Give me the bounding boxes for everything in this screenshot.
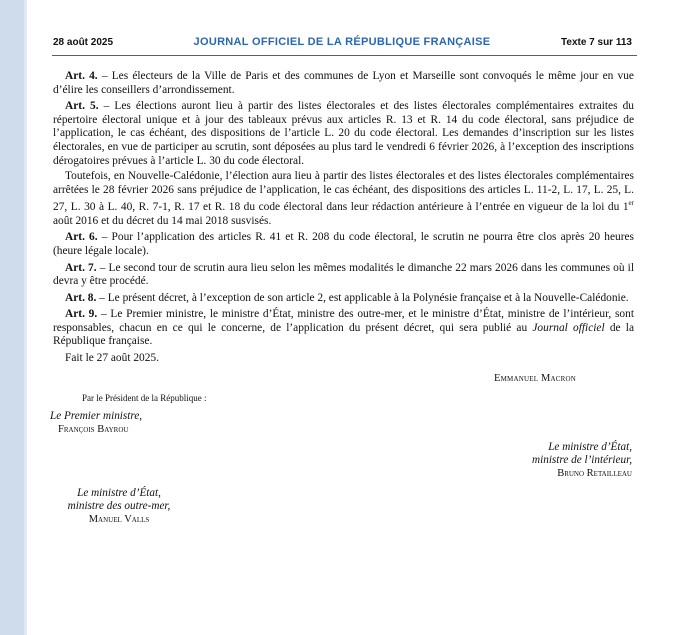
article-text: – Le Premier ministre, le ministre d’État, ministre des outre-mer, et le ministre d’État, ministre de l’intérieur, sont responsables, chacun en ce qui le concerne, de l’application du présent décret, qui sera publié au — [53, 308, 634, 334]
signature-role: Le Premier ministre, — [50, 410, 143, 422]
article-4 — [53, 70, 634, 97]
article-5 — [53, 100, 634, 168]
signature-role: Le ministre d’État, — [548, 441, 632, 453]
article-8 — [53, 292, 634, 306]
article-7 — [53, 262, 634, 289]
signature-interieur — [532, 441, 632, 480]
article-label: Art. 5. — [65, 100, 99, 113]
signature-role: ministre de l’intérieur, — [532, 454, 632, 466]
article-5-paragraph-2 — [53, 170, 634, 228]
signature-name: François Bayrou — [58, 424, 129, 435]
signature-name: Bruno Retailleau — [557, 468, 632, 479]
article-label: Art. 9. — [65, 308, 98, 321]
par-le-president: Par le Président de la République : — [82, 393, 207, 403]
document-page — [44, 27, 644, 635]
president-signature: Emmanuel Macron — [494, 373, 577, 384]
journal-title: JOURNAL OFFICIEL DE LA RÉPUBLIQUE FRANÇAISE — [193, 36, 491, 48]
article-label: Art. 4. — [65, 70, 98, 82]
article-text: août 2016 et du décret du 14 mai 2018 susvisés. — [53, 214, 272, 227]
viewer-top-margin — [27, 0, 685, 27]
article-6 — [53, 231, 634, 258]
article-text: Toutefois, en Nouvelle-Calédonie, l’élection aura lieu à partir des listes électorales et des listes électorales complémentaires arrêtées le 28 février 2026 sans préjudice de l’application, le cas échéant, des dispositions des articles L. 11-2, L. 17, L. 25, L. 27, L. 30 à L. 40, R. 7-1, R. 17 et R. 18 du code électoral dans leur rédaction antérieure à l’entrée en vigueur de la loi du 1 — [53, 170, 634, 214]
header-rule — [52, 55, 637, 56]
signature-premier-ministre — [50, 410, 142, 436]
done-at: Fait le 27 août 2025. — [65, 352, 159, 365]
superscript: er — [628, 199, 634, 208]
article-text: – Les élections auront lieu à partir des listes électorales et des listes électorales complémentaires extraites du répertoire électoral unique et à jour des tableaux prévus aux articles R. 13 et R. 14 du code électoral, sans préjudice de l’application, le cas échéant, des dispositions de l’article L. 20 du code électoral. Les demandes d’inscription sur les listes électorales, en vue de participer au scrutin, sont déposées au plus tard le vendredi 6 février 2026, à l’exception des inscriptions dérogatoires prévues à l’article L. 30 du code électoral. — [53, 100, 634, 167]
article-label: Art. 6. — [65, 231, 98, 244]
signature-role: Le ministre d’État, — [77, 487, 161, 499]
article-text: – Le second tour de scrutin aura lieu selon les mêmes modalités le dimanche 22 mars 2026 dans les communes où il devra y être procédé. — [53, 261, 634, 288]
article-label: Art. 8. — [65, 291, 97, 304]
article-text: – Le présent décret, à l’exception de son article 2, est applicable à la Polynésie française et à la Nouvelle-Calédonie. — [96, 291, 629, 304]
article-label: Art. 7. — [65, 261, 97, 274]
article-9 — [53, 308, 634, 349]
text-reference: Texte 7 sur 113 — [561, 37, 632, 48]
journal-officiel-italic: Journal officiel — [532, 321, 605, 334]
article-text: – Pour l’application des articles R. 41 et R. 208 du code électoral, le scrutin ne pourra être clos après 20 heures (heure légale locale). — [53, 231, 634, 257]
signature-name: Manuel Valls — [88, 514, 150, 525]
viewer-left-margin — [0, 0, 27, 635]
signature-outre-mer — [50, 487, 188, 526]
page-header — [44, 35, 640, 53]
header-date: 28 août 2025 — [53, 37, 114, 48]
signature-role: ministre des outre-mer, — [67, 500, 171, 512]
article-text: de la République française. — [53, 321, 634, 348]
document-body — [53, 70, 634, 366]
article-text: – Les électeurs de la Ville de Paris et des communes de Lyon et Marseille sont convoqués le même jour en vue d’élire les conseillers d’arrondissement. — [53, 70, 634, 96]
